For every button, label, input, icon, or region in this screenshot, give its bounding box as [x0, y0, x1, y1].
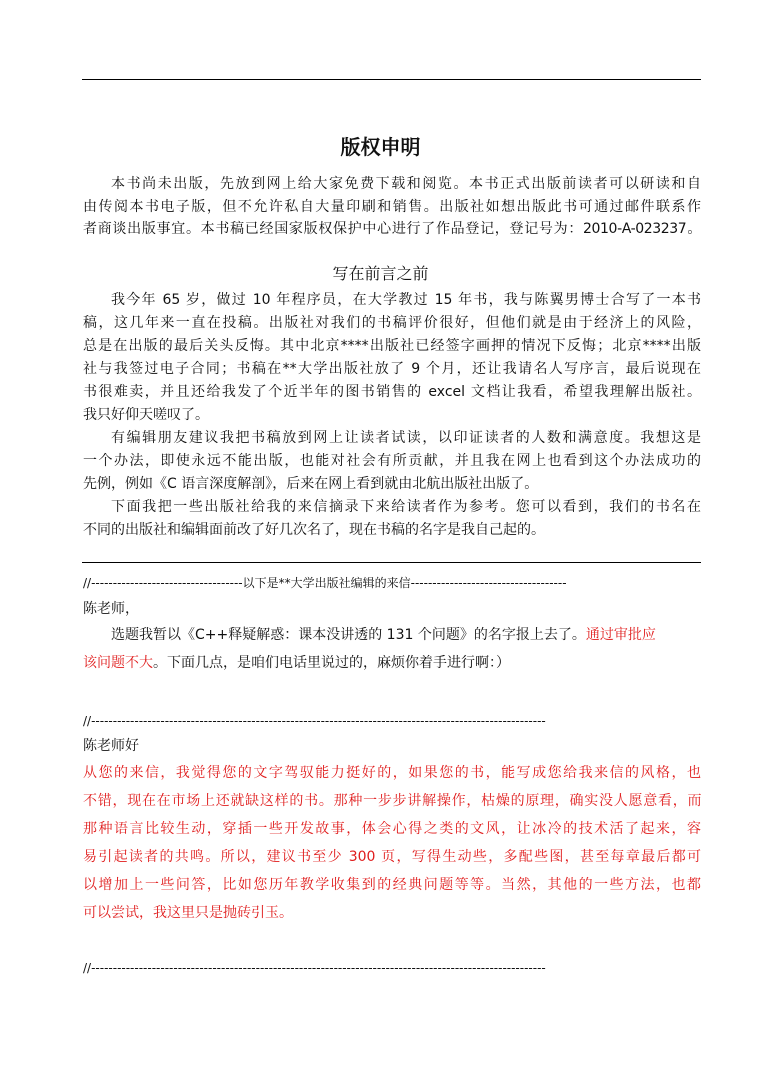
para2-line: 有编辑朋友建议我把书稿放到网上让读者试读，以印证读者的人数和满意度。我想这是 — [111, 430, 701, 446]
para1-line: 社与我签过电子合同；书稿在**大学出版社放了 9 个月，还让我请名人写序言，最后说现在 — [83, 361, 701, 377]
para3-line: 不同的出版社和编辑面前改了好几次名了，现在书稿的名字是我自己起的。 — [83, 522, 545, 538]
para1-line: 我只好仰天嗟叹了。 — [83, 407, 209, 423]
para2-line: 一个办法，即使永远不能出版，也能对社会有所贡献，并且我在网上也看到这个办法成功的 — [83, 453, 701, 469]
letter1-line — [111, 624, 701, 646]
para3-line: 下面我把一些出版社给我的来信摘录下来给读者作为参考。您可以看到，我们的书名在 — [111, 499, 701, 515]
letter1-line1-highlight: 通过审批应 — [585, 627, 656, 643]
letter2-line: 不错，现在在市场上还就缺这样的书。那种一步步讲解操作，枯燥的原理，确实没人愿意看，而 — [83, 793, 701, 809]
letter1-line — [83, 652, 701, 674]
copyright-line: 者商谈出版事宜。本书稿已经国家版权保护中心进行了作品登记，登记号为：2010-A-023237。 — [83, 221, 701, 237]
letter1-separator: //-----------------------------------以下是**大学出版社编辑的来信------------------------------------ — [83, 576, 567, 590]
para1-line: 稿，这几年来一直在投稿。出版社对我们的书稿评价很好，但他们就是由于经济上的风险， — [83, 315, 701, 331]
letter2-line: 可以尝试，我这里只是抛砖引玉。 — [83, 905, 293, 921]
letter2-line: 那种语言比较生动，穿插一些开发故事，体会心得之类的文风，让冰冷的技术活了起来，容 — [83, 821, 701, 837]
section-subtitle: 写在前言之前 — [332, 264, 429, 283]
footer-separator: //--------------------------------------------------------------------------------------------------------- — [83, 961, 546, 975]
page-title: 版权申明 — [340, 135, 421, 159]
copyright-line: 本书尚未出版，先放到网上给大家免费下载和阅览。本书正式出版前读者可以研读和自 — [111, 176, 701, 192]
top-rule — [82, 79, 701, 80]
section-rule — [82, 562, 701, 563]
letter1-line1-text: 选题我暂以《C++释疑解惑：课本没讲透的 131 个问题》的名字报上去了。 — [111, 627, 586, 643]
letter1-line2-highlight: 该问题不大 — [83, 655, 153, 671]
copyright-line: 由传阅本书电子版，但不允许私自大量印刷和销售。出版社如想出版此书可通过邮件联系作 — [83, 199, 701, 215]
letter2-line: 从您的来信，我觉得您的文字驾驭能力挺好的，如果您的书，能写成您给我来信的风格，也 — [83, 765, 701, 781]
letter1-line2-text: 。下面几点，是咱们电话里说过的，麻烦你着手进行啊：） — [153, 655, 510, 671]
para2-line: 先例，例如《C 语言深度解剖》，后来在网上看到就由北航出版社出版了。 — [83, 476, 539, 492]
letter2-separator: //--------------------------------------------------------------------------------------------------------- — [83, 714, 546, 728]
para1-line: 书很难卖，并且还给我发了个近半年的图书销售的 excel 文档让我看，希望我理解出版社。 — [83, 384, 701, 400]
letter2-line: 以增加上一些问答，比如您历年教学收集到的经典问题等等。当然，其他的一些方法，也都 — [83, 877, 701, 893]
letter2-greeting: 陈老师好 — [83, 738, 139, 754]
para1-line: 我今年 65 岁，做过 10 年程序员，在大学教过 15 年书，我与陈翼男博士合写了一本书 — [111, 292, 701, 308]
letter1-greeting: 陈老师， — [83, 601, 139, 617]
para1-line: 总是在出版的最后关头反悔。其中北京****出版社已经签字画押的情况下反悔；北京****出版 — [83, 338, 701, 354]
letter2-line: 易引起读者的共鸣。所以，建议书至少 300 页，写得生动些，多配些图，甚至每章最后都可 — [83, 849, 701, 865]
